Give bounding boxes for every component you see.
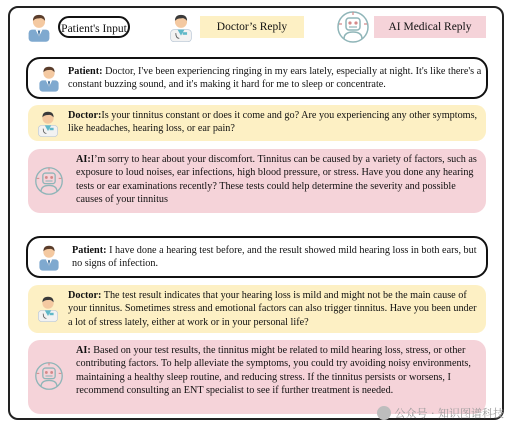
watermark-text: 公众号 · 知识图谱科技 <box>394 407 504 420</box>
message-text <box>72 244 482 271</box>
doctor-message-1 <box>28 105 486 141</box>
doctor-icon <box>36 109 60 137</box>
wechat-icon <box>377 406 391 420</box>
legend-doctor <box>168 12 304 42</box>
speaker-label: AI: <box>76 154 91 165</box>
doctor-message-2 <box>28 285 486 333</box>
message-body: Based on your test results, the tinnitus might be related to mild hearing loss, stress, or other contributing factors. To help alleviate the symptoms, you could try avoiding noisy environments, maintaining a healthy sleep routine, and reducing stress. If the tinnitus persists or worsens, I recommend consulting an ENT specialist to see if further treatment is needed. <box>76 345 471 397</box>
ai-robot-icon <box>336 10 370 44</box>
speaker-label: Patient: <box>72 245 107 256</box>
patient-message-2 <box>26 236 488 278</box>
message-body: Is your tinnitus constant or does it come and go? Are you experiencing any other symptoms, like headaches, hearing loss, or ear pain? <box>68 110 478 135</box>
speaker-label: Patient: <box>68 66 103 77</box>
legend-patient <box>26 12 130 42</box>
speaker-label: AI: <box>76 345 91 356</box>
watermark <box>377 405 505 421</box>
speaker-label: Doctor: <box>68 110 102 121</box>
message-body: I’m sorry to hear about your discomfort. Tinnitus can be caused by a variety of factors, such as exposure to loud noises, ear infections, high blood pressure, or stress. Have you done any hearing tests or ear examinations recently? These tests could help determine the severity and possible causes of your tinnitus <box>76 154 477 206</box>
ai-robot-icon <box>34 361 64 391</box>
patient-icon <box>37 64 61 92</box>
legend-doctor-label: Doctor’s Reply <box>200 16 304 38</box>
message-body: The test result indicates that your hearing loss is mild and might not be the main cause of your tinnitus. Sometimes stress and emotional factors can also trigger tinnitus. Have you been under a lot of stress lately, either at work or in your personal life? <box>68 290 477 328</box>
speaker-label: Doctor: <box>68 290 102 301</box>
message-text <box>68 65 482 92</box>
legend-ai <box>336 10 486 44</box>
message-body: I have done a hearing test before, and the result showed mild hearing loss in both ears, but no signs of infection. <box>72 245 477 270</box>
message-text <box>76 153 480 207</box>
ai-robot-icon <box>34 166 64 196</box>
message-text <box>68 289 480 329</box>
doctor-icon <box>168 12 194 42</box>
legend-ai-label: AI Medical Reply <box>374 16 486 38</box>
message-text <box>76 344 480 398</box>
message-body: Doctor, I've been experiencing ringing in my ears lately, especially at night. It's like there's a constant buzzing sound, and it's making it hard for me to sleep or concentrate. <box>68 66 482 91</box>
doctor-icon <box>36 294 60 322</box>
patient-icon <box>26 12 52 42</box>
patient-message-1 <box>26 57 488 99</box>
legend-patient-label: Patient's Input <box>58 16 130 38</box>
ai-message-1 <box>28 149 486 213</box>
ai-message-2 <box>28 340 486 414</box>
message-text <box>68 109 480 136</box>
patient-icon <box>37 243 61 271</box>
